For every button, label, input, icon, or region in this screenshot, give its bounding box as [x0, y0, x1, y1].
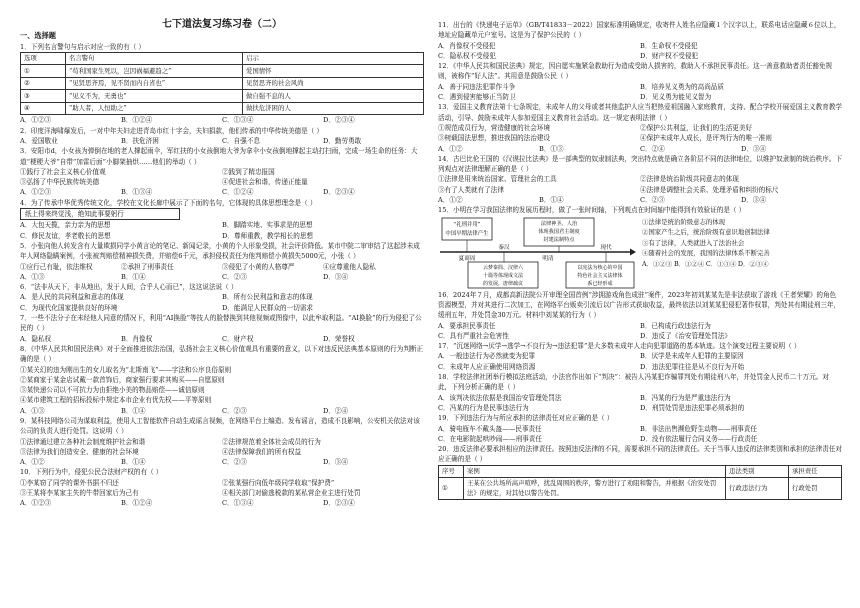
q13-answers — [438, 144, 842, 154]
statement: ②张某强行向低年级同学收取“保护费” — [222, 478, 335, 487]
answer-option[interactable]: A．骑电瓶车不戴头盔——民事责任 — [438, 424, 542, 433]
answer-option[interactable]: A．①②③ — [642, 259, 673, 268]
table-header-row — [439, 465, 842, 478]
answer-option[interactable]: D．③④ — [741, 144, 767, 153]
q19-answers — [438, 424, 842, 445]
table-cell: ① — [21, 65, 66, 78]
table-cell: “苟利国家生死以，岂因祸福避趋之” — [66, 65, 243, 78]
answer-option[interactable]: B．厌学是未成年人犯罪的主要原因 — [640, 352, 744, 361]
era-label: 现代 — [600, 244, 612, 251]
answer-option[interactable]: D．勤劳勇敢 — [323, 136, 362, 145]
table-cell: 见贤思齐的社会风尚 — [243, 77, 424, 90]
answer-option[interactable]: C．②③ — [222, 458, 247, 467]
answer-option[interactable]: C．为现代化国家提供良好的环境 — [20, 303, 118, 312]
answer-option[interactable]: B．①④ — [121, 406, 146, 415]
table-row — [21, 90, 424, 103]
table-cell: “见贤思齐焉，见不贤而内自省也” — [66, 77, 243, 90]
answer-option[interactable]: C．在电影院起哄吵闹——刑事责任 — [438, 434, 542, 443]
statement: ④相关部门对偷逃税款的某私营企业主进行处罚 — [222, 489, 361, 498]
table-cell: 做扶危济困的人 — [243, 102, 424, 115]
answer-option[interactable]: D．荣誉权 — [323, 334, 355, 343]
answer-option[interactable]: B．培养见义勇为的高尚品质 — [640, 82, 724, 91]
answer-option[interactable]: C．①③④ — [705, 259, 737, 268]
answer-option[interactable]: C．自强不息 — [222, 136, 261, 145]
q3-answers — [20, 187, 424, 197]
statement: ②法律规范着全体社会成员的行为 — [222, 437, 321, 446]
answer-option[interactable]: D．②③④ — [323, 188, 355, 197]
timeline-box-early-law-line1: “礼刑并用” — [453, 221, 481, 228]
answer-option[interactable]: C．未成年人应正确使用网络资源 — [438, 362, 536, 371]
table-row — [439, 478, 842, 500]
q15-row — [438, 217, 842, 289]
statement: ④某市建筑工程的招标投标中规定本市企业有优先权——平等原则 — [20, 396, 212, 405]
timeline-box-feudal-law-line3: 封建法制特点 — [543, 236, 575, 243]
q14-answers — [438, 195, 842, 205]
answer-option[interactable]: D．②③④ — [323, 116, 355, 125]
answer-option[interactable]: C．②④ — [640, 144, 665, 153]
answer-option[interactable]: C．修民友谊，孝老敬长的思想 — [20, 231, 111, 240]
statement: ①践行了社会主义核心价值观 — [20, 167, 106, 176]
table-cell: 做自强不息的人 — [243, 90, 424, 103]
timeline-box-written-law-line2: 十篇等体现成文法 — [482, 272, 524, 279]
answer-option[interactable]: D．③④ — [741, 196, 767, 205]
answer-option[interactable]: D．刑罚处罚是违法犯罪必须承担的 — [640, 403, 745, 412]
answer-option[interactable]: A．是人民的共同利益和意志的体现 — [20, 293, 124, 302]
answer-option[interactable]: D．能满足人民群众的一切需求 — [222, 303, 314, 312]
q10-answers — [20, 498, 424, 508]
question-11: 11．出台的《快递电子运单》（GB/T41833－2022）国家标准明确规定，收寄件人姓名应隐藏１个汉字以上，联系电话应隐藏６位以上，地址应隐藏单元户室号。这是为了保护公民的（ ） — [438, 21, 841, 40]
table-cell: 行政处罚 — [789, 478, 842, 500]
question-19: 19．下列违法行为与所应承担的法律责任对应正确的是（ ） — [438, 414, 614, 423]
answer-option[interactable]: A．①② — [438, 196, 463, 205]
question-18: 18．学校法律社团举行模拟法庭活动，小法官作出如下“判决”：被告人冯某犯诈骗罪判处有期徒刑八年，并处罚金人民币二十万元。对此，下列分析正确的是（ ） — [438, 373, 829, 392]
era-label: 夏商周 — [458, 255, 476, 262]
answer-option[interactable]: C．②③ — [640, 196, 665, 205]
q1-table — [20, 52, 424, 116]
table-header-cell: 案例 — [464, 465, 726, 478]
statement: ②保护公共利益，让我们的生活更美好 — [640, 123, 753, 132]
q9-statements — [20, 437, 424, 458]
page-title: 七下道法复习练习卷（二） — [162, 19, 282, 30]
left-column — [20, 20, 424, 509]
answer-option[interactable]: A．①③ — [20, 406, 45, 415]
law-timeline-diagram — [438, 217, 636, 289]
timeline-box-feudal-law-line1: 法律神圣、人治 — [540, 220, 578, 227]
statement: ③树载国法思想，推进我国的法治建设 — [438, 134, 551, 143]
answer-option[interactable]: B．①③④ — [121, 188, 153, 197]
answer-option[interactable]: C．冯某的行为是民事违法行为 — [438, 403, 529, 412]
answer-option[interactable]: B．所有公民利益和意志的体现 — [222, 293, 313, 302]
statement: ③侵犯了小黄的人格尊严 — [222, 262, 295, 271]
statement: ②某商家于某金店试戴一款首饰后，商家强行要求其购买——自愿原则 — [20, 375, 225, 384]
q18-answers — [438, 393, 842, 414]
table-cell: “助人者，人恒助之” — [66, 102, 243, 115]
answer-option[interactable]: C．隐私权不受侵犯 — [438, 51, 496, 60]
table-header-cell: 名言警句 — [66, 52, 243, 65]
table-header-cell: 序号 — [439, 465, 464, 478]
answer-option[interactable]: C．遇到侵害能够正当防卫 — [438, 93, 516, 102]
question-8: 8．《中华人民共和国民法典》对于全面推进依法治国，弘扬社会主义核心价值观具有重要的意义，以下对违反民法典基本原则的行为判断正确的是（ ） — [20, 344, 424, 364]
answer-option[interactable]: B．非法出售濒危野生动物——刑事责任 — [640, 424, 757, 433]
table-cell: ③ — [21, 90, 66, 103]
section-heading: 一、选择题 — [20, 31, 56, 41]
q10-statements — [20, 478, 424, 499]
q5-answers — [20, 272, 424, 282]
answer-option[interactable]: B．①④ — [121, 458, 146, 467]
answer-option[interactable]: A．①② — [438, 144, 463, 153]
statement: ②法律是统治阶级共同意志的体现 — [640, 175, 739, 184]
q20-table — [438, 465, 842, 500]
question-1: 1．下列名言警句与启示对应一致的有（ ） — [20, 42, 145, 51]
era-label: 明清 — [542, 255, 554, 262]
statement: ③王某将李某家主失的牛带回家后为己有 — [20, 489, 139, 498]
timeline-box-written-law-line1: 云梦秦简、汉律六 — [482, 264, 524, 271]
table-header-cell: 启示 — [243, 52, 424, 65]
table-cell: ② — [21, 77, 66, 90]
answer-option[interactable]: A．①②③ — [20, 188, 52, 197]
answer-option[interactable]: A．善于同违法犯罪作斗争 — [438, 82, 516, 91]
q7-answers — [20, 334, 424, 344]
answer-option[interactable]: D．违法犯罪往往是从不良行为开始 — [640, 362, 745, 371]
answer-option[interactable]: B．冯某的行为是严重违法行为 — [640, 393, 731, 402]
statement: ④法律保障我们的所有权益 — [222, 447, 302, 456]
q14-statements — [438, 174, 842, 195]
answer-option[interactable]: C．财产权 — [222, 334, 254, 343]
statement: ②践到了精忠报国 — [222, 167, 275, 176]
answer-option[interactable]: B．扶危济困 — [121, 136, 159, 145]
table-cell: 行政违法行为 — [726, 478, 789, 500]
right-column — [438, 20, 842, 500]
q5-statements — [20, 262, 424, 272]
timeline-box-modern-law-line1: 以宪法为核心的中国 — [577, 264, 623, 271]
statement: ②国家产生之后，统治阶级有意识地创制法律 — [642, 228, 770, 237]
question-3: 3．安阳市d，小女孩为弹倒在地的老人撑起雨伞，军红扶的小女孩倒地大爷为拿伞小女孩倒地撑起主动打扫雨，完成一场生命的任务：大道“梗梗大爷”自带“加雷后面”小脚架抽烘……他们的举动（ ） — [20, 147, 418, 166]
q15-statements — [642, 217, 770, 289]
answer-option[interactable]: C．具有严重社会危害性 — [438, 331, 509, 340]
question-16: 16．2024年７月，成都高新法院公开审理全国首例“涉拥游戏角色成驻”案件，2023年初刘某某先是非法获取了游戏《王者荣耀》的角色资源模型，并对其进行二次加工，在网络平台贩卖引流后以广告形式获取收益，最终依法以刘某某犯侵犯著作权罪，判处其有期徒刑三年，缓刑五年，并处罚金30万元。材料中刘某某的行为（ ） — [438, 290, 841, 320]
statement: ①李某窃了同学的课外书据不归还 — [20, 478, 119, 487]
table-row — [21, 77, 424, 90]
question-13: 13．爱国主义教育法第十七条规定，未成年人的父母或者其他监护人应当把热爱祖国融入家庭教育，支持、配合学校开展爱国主义教育教学活动，引导、鼓励未成年人参加爱国主义教育社会活动。这一规定表明法律（ ） — [438, 103, 843, 122]
answer-option[interactable]: B．脚踏实地、实事求是的思想 — [222, 221, 313, 230]
answer-option[interactable]: B．已构成行政违法行为 — [640, 321, 711, 330]
statement: ③法律为我们创造安全、健康的社会环境 — [20, 447, 139, 456]
q13-statements — [438, 123, 842, 144]
statement: ①应行己有耻，依法维权 — [20, 262, 93, 271]
answer-option[interactable]: D．③④ — [323, 272, 349, 281]
statement: ③有了法律，人类就进入了法治社会 — [642, 238, 745, 247]
table-header-cell: 违法类别 — [726, 465, 789, 478]
question-20: 20．违反法律必要承担相应的法律责任。按照违反法律的不同，需要承担不同的法律责任。关于当事人违反的法律类别和承担的法律责任对应正确的是（ ） — [438, 445, 843, 464]
table-row — [21, 65, 424, 78]
question-6: 6．“法非从天下，非从地出，发于人间，合乎人心而已”，这这说法说（ ） — [20, 283, 238, 292]
q9-answers — [20, 457, 424, 467]
answer-option[interactable]: C．②③ — [222, 406, 247, 415]
answer-option[interactable]: B．①④ — [539, 196, 564, 205]
statement: ②承担了刑事责任 — [121, 262, 174, 271]
statement: ④随着社会的发展，我国的法律体系不断完善 — [642, 249, 770, 258]
question-9: 9．某科技网络公司为谋取利益，使用人工智能软件自动生成谣言视频，在网络平台上编造、发布谣言，造成不良影响，公安机关依法对该公司的负责人进行处罚。这说明（ ） — [20, 417, 420, 436]
answer-option[interactable]: B．生命权不受侵犯 — [640, 41, 698, 50]
answer-option[interactable]: B．①③ — [539, 144, 564, 153]
table-cell: 爱国情怀 — [243, 65, 424, 78]
q12-answers — [438, 82, 842, 103]
statement: ④应尊重他人隐私 — [323, 262, 376, 271]
q6-answers — [20, 292, 424, 313]
answer-option[interactable]: D．违反了《治安管理处罚法》 — [640, 331, 732, 340]
answer-option[interactable]: A．肖像权不受侵犯 — [438, 41, 496, 50]
table-cell: ① — [439, 478, 464, 500]
question-5: 5．小张向他人转发含有大量欺损同学小黄言论的笔记、新闻记录，小黄的个人形象受损，社会评价降低。某市中院二审审结了这起涉未成年人网络隐瞒案例，小张被判赔偿精神损失费，并赔偿6千元，承担侵权责任为他判赔偿小黄损失5000元，小张（ ） — [20, 241, 420, 261]
statement: ③有了人类就有了法律 — [438, 185, 504, 194]
statement: ④保护未成年人成长，是评判行为的唯一准则 — [640, 134, 772, 143]
answer-option[interactable]: B．①②④ — [121, 116, 153, 125]
q17-answers — [438, 351, 842, 372]
table-header-cell: 选项 — [21, 52, 66, 65]
statement: ①法律是统治阶级意志的体现 — [642, 217, 726, 226]
answer-option[interactable]: D．②③④ — [323, 499, 355, 508]
question-10: 10．下列行为中，侵犯公民合法财产权的有（ ） — [20, 468, 163, 477]
answer-option[interactable]: A．爱国敬业 — [20, 136, 58, 145]
timeline-box-written-law-line3: 的发展，唐律疏议 — [482, 280, 524, 287]
q4-answers — [20, 220, 424, 241]
answer-option[interactable]: D．②③④ — [737, 259, 769, 268]
answer-option[interactable]: A．一般违法行为必然就变为犯罪 — [438, 352, 536, 361]
question-12: 12．《中华人民共和国民法典》规定，因自愿实施紧急救助行为造成受助人损害的，救助人不承担民事责任。这一善意救助者责任豁免规则，被称作“好人法”。其用意是鼓励公民（ ） — [438, 62, 833, 81]
table-header-row — [21, 52, 424, 65]
table-cell: 王某在公共场所高声喧哗，扰乱周围的秩序，警方进行了劝阻和警告，并根据《治安处罚法》的规定，对其处以警告处罚。 — [464, 478, 726, 500]
answer-option[interactable]: C．①②④ — [222, 188, 254, 197]
answer-option[interactable]: A．要承担民事责任 — [438, 321, 496, 330]
statement: ①规范成员行为，营造健康的社会环境 — [438, 123, 551, 132]
answer-option[interactable]: B．①②④ — [121, 499, 153, 508]
answer-option[interactable]: D．没有依法履行合同义务——行政责任 — [640, 434, 758, 443]
answer-option[interactable]: D．尊师重教，教学相长的思想 — [222, 231, 314, 240]
q11-answers — [438, 41, 842, 62]
answer-option[interactable]: A．该判决依法依据是我国治安管理处罚法 — [438, 393, 562, 402]
answer-option[interactable]: B．肖像权 — [121, 334, 153, 343]
timeline-box-early-law-line2: 中国早期法律产生 — [445, 230, 489, 237]
timeline-box-modern-law-line3: 系已经形成 — [587, 280, 613, 287]
timeline-arrow-icon — [630, 248, 636, 255]
answer-option[interactable]: A．①②③ — [20, 116, 52, 125]
question-7: 7．一些不法分子在未经他人同意的情况下，利用“AI换脸”等技人的脸替换到其他视频或图像中，以此牟取利益。“AI换脸”的行为侵犯了公民的（ ） — [20, 314, 422, 333]
answer-option[interactable]: C．①③④ — [222, 499, 254, 508]
timeline-box-modern-law-line2: 特色社会主义法律体 — [577, 272, 623, 279]
statement: ④促进社会和谐，传递正能量 — [222, 178, 308, 187]
q1-answers — [20, 115, 424, 125]
question-4: 4．为了传承中华优秀传统文化，学校在文化长廊中展示了下面的名句，它体现的具体思想理念是（ ） — [20, 198, 317, 207]
table-cell: ④ — [21, 102, 66, 115]
table-header-cell: 承担责任 — [789, 465, 842, 478]
statement: ①法律通过建立各种社会制度维护社会和谐 — [20, 437, 146, 446]
answer-option[interactable]: D．②④ — [323, 406, 349, 415]
timeline-box-feudal-law-line2: 体现我国君主制度 — [538, 228, 580, 235]
statement: ③弘扬了中华民族传统美德 — [20, 178, 100, 187]
question-15: 15．小明在学习我国法律的发展历程时，做了一张时间轴，下列观点在时间轴中能得到有效验证的是（ ） — [438, 206, 746, 215]
q16-answers — [438, 321, 842, 342]
answer-option[interactable]: D．财产权不受侵犯 — [640, 51, 699, 60]
q15-answers — [642, 259, 770, 270]
answer-option[interactable]: A．大包天揽，亲力亲为的思想 — [20, 221, 111, 230]
answer-option[interactable]: A．①②③ — [20, 499, 52, 508]
q8-answers — [20, 406, 424, 416]
statement: ③某快递公司以不可抗力为由拒绝小美的物品赔偿——诚信原则 — [20, 386, 205, 395]
q3-statements — [20, 167, 424, 188]
table-row — [21, 102, 424, 115]
answer-option[interactable]: D．③④ — [323, 458, 349, 467]
answer-option[interactable]: B．①④ — [121, 272, 146, 281]
statement: ①法律是用来统治国家、管理社会的工具 — [438, 175, 557, 184]
statement: ①某关幻的违为刚出生的女儿取名为“北斯南飞”——字法和公序良俗原则 — [20, 365, 232, 374]
answer-option[interactable]: A．①③ — [20, 272, 45, 281]
q2-answers — [20, 136, 424, 146]
answer-option[interactable]: C．①③④ — [222, 116, 254, 125]
answer-option[interactable]: D．见义勇为能见义智为 — [640, 93, 712, 102]
question-14: 14．古巴比伦王国的《汉谟拉比法典》是一部典型的奴隶制法典，突出特点就是确立各阶层不同的法律地位，以维护奴隶制的统治秩序。下列观点对法律理解正确的是（ ） — [438, 154, 843, 174]
quote-box: 纸上得来终觉浅，绝知此事要躬行 — [20, 208, 180, 220]
statement: ④法律是调整社会关系、处理矛盾和纠纷的标尺 — [640, 185, 779, 194]
answer-option[interactable]: A．①② — [20, 458, 45, 467]
question-2: 2．印度洋海啸爆发后，一对中年夫妇走进青岛市红十字会，夫妇捐款，他们传承的中华传统美德是（ ） — [20, 126, 324, 135]
question-17: 17．“沉迷网络→厌学→逃学→不良行为→违法犯罪”是大多数未成年人走向犯罪道路的基本轨迹。这个演变过程主要说明（ ） — [438, 342, 801, 351]
era-label: 秦汉 — [498, 244, 510, 251]
table-cell: “见义不为，无勇也” — [66, 90, 243, 103]
answer-option[interactable]: C．②③ — [222, 272, 247, 281]
answer-option[interactable]: A．隐私权 — [20, 334, 52, 343]
answer-option[interactable]: B．①②④ — [673, 259, 705, 268]
